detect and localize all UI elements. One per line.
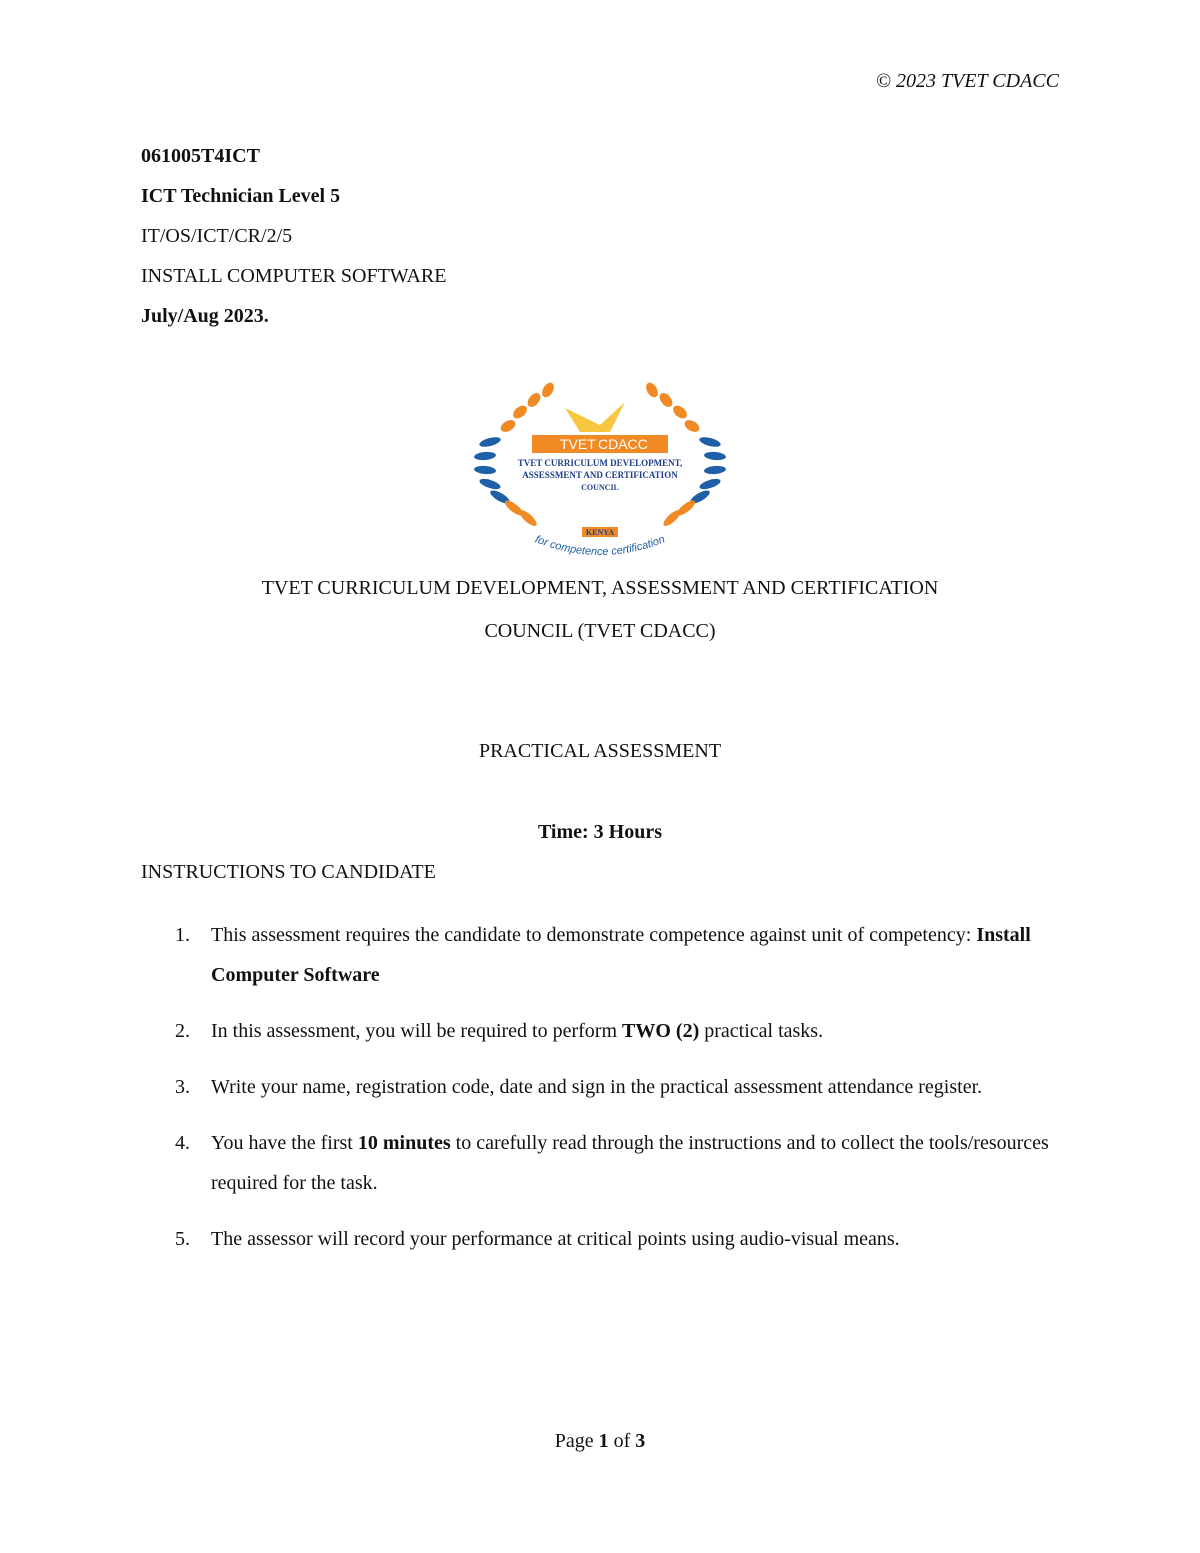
instruction-text: In this assessment, you will be required to perform xyxy=(211,1020,623,1042)
unit-code: IT/OS/ICT/CR/2/5 xyxy=(141,225,293,247)
instruction-bold: Install Computer Software xyxy=(211,924,1031,986)
instruction-text: The assessor will record your performance at critical points using audio-visual means. xyxy=(211,1228,900,1250)
paper-code: 061005T4ICT xyxy=(141,145,260,167)
logo-brand-left: TVET xyxy=(560,436,596,452)
logo-ribbon: KENYA xyxy=(585,528,615,537)
instruction-number: 3. xyxy=(175,1076,190,1098)
instruction-number: 2. xyxy=(175,1020,190,1042)
instruction-item: 4. You have the first 10 minutes to carefully read through the instructions and to collect the tools/resources required for the task. xyxy=(141,1123,1071,1203)
logo-line-2: ASSESSMENT AND CERTIFICATION xyxy=(522,470,678,480)
logo-graphic xyxy=(470,380,730,570)
logo-line-1: TVET CURRICULUM DEVELOPMENT, xyxy=(517,458,683,468)
instruction-number: 4. xyxy=(175,1132,190,1154)
instruction-number: 5. xyxy=(175,1228,190,1250)
page-total: 3 xyxy=(635,1430,646,1452)
instruction-text: Write your name, registration code, date and sign in the practical assessment attendance register. xyxy=(211,1076,983,1098)
instructions-list xyxy=(141,915,1071,1275)
tvet-cdacc-logo xyxy=(470,380,730,570)
council-line-2: COUNCIL (TVET CDACC) xyxy=(484,620,716,642)
instructions-heading: INSTRUCTIONS TO CANDIDATE xyxy=(141,861,436,883)
instruction-item xyxy=(141,1067,1071,1107)
instruction-item xyxy=(141,915,1071,995)
time-allowed: Time: 3 Hours xyxy=(537,821,663,843)
instruction-text: This assessment requires the candidate to demonstrate competence against unit of competency: xyxy=(211,924,977,946)
page-label: Page xyxy=(554,1430,599,1452)
instruction-item: 2. In this assessment, you will be required to perform TWO (2) practical tasks. xyxy=(141,1011,1071,1051)
copyright-header: © 2023 TVET CDACC xyxy=(875,70,1059,92)
instruction-number: 1. xyxy=(175,924,190,946)
logo-brand-right: CDACC xyxy=(598,436,648,452)
instruction-bold: 10 minutes xyxy=(357,1132,451,1154)
logo-line-3: COUNCIL xyxy=(581,483,619,492)
exam-date: July/Aug 2023. xyxy=(141,305,269,327)
page-current: 1 xyxy=(598,1430,609,1452)
logo-motto: for competence certification xyxy=(533,533,667,559)
svg-text:for competence certification xyxy=(533,533,666,558)
page-footer: Page 1 of 3 xyxy=(554,1430,646,1452)
assessment-title: PRACTICAL ASSESSMENT xyxy=(478,740,722,762)
unit-title: INSTALL COMPUTER SOFTWARE xyxy=(141,265,447,287)
instruction-bold: TWO (2) xyxy=(622,1020,700,1042)
instruction-text: You have the first xyxy=(211,1132,358,1154)
instruction-item xyxy=(141,1219,1071,1259)
council-line-1: TVET CURRICULUM DEVELOPMENT, ASSESSMENT AND CERTIFICATION xyxy=(261,577,939,599)
course-title: ICT Technician Level 5 xyxy=(141,185,341,207)
